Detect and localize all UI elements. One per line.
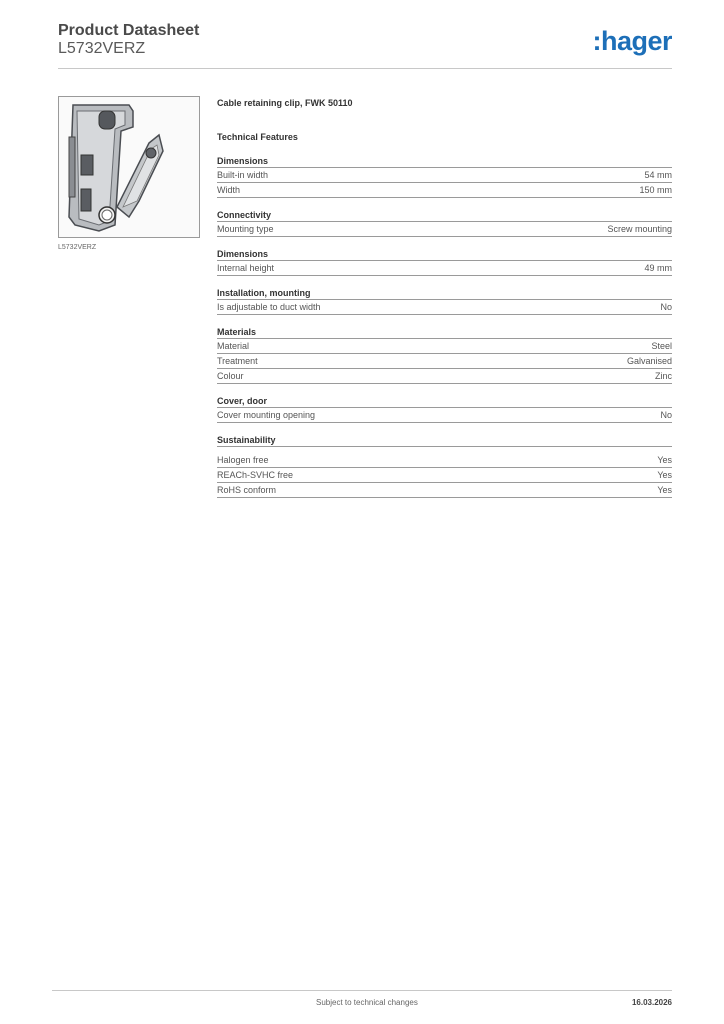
spec-label: REACh-SVHC free — [217, 470, 294, 480]
spec-section — [217, 434, 672, 498]
product-name: Cable retaining clip, FWK 50110 — [217, 98, 353, 108]
technical-features-heading: Technical Features — [217, 132, 298, 142]
section-title: Connectivity — [217, 209, 672, 222]
spec-row — [217, 222, 672, 237]
spec-label: Treatment — [217, 356, 258, 366]
header-divider — [58, 68, 672, 69]
spec-label: Colour — [217, 371, 244, 381]
footer-date: 16.03.2026 — [631, 998, 672, 1007]
section-title: Cover, door — [217, 395, 672, 408]
spec-row — [217, 354, 672, 369]
spec-label: Internal height — [217, 263, 275, 273]
spec-row — [217, 261, 672, 276]
hager-logo — [552, 24, 672, 58]
product-code: L5732VERZ — [58, 40, 146, 57]
spec-section — [217, 326, 672, 384]
cable-clip-illustration — [59, 97, 199, 237]
spec-label: Cover mounting opening — [217, 410, 316, 420]
footer-divider — [52, 990, 672, 991]
spec-label: Built-in width — [217, 170, 269, 180]
spec-row — [217, 183, 672, 198]
spec-label: Material — [217, 341, 250, 351]
page-header — [58, 20, 672, 70]
spec-value: Galvanised — [626, 356, 672, 366]
section-title: Dimensions — [217, 155, 672, 168]
section-title: Dimensions — [217, 248, 672, 261]
spec-row — [217, 453, 672, 468]
spec-label: Mounting type — [217, 224, 274, 234]
logo-text: :hager — [592, 26, 672, 56]
spec-row — [217, 300, 672, 315]
spec-label: Halogen free — [217, 455, 269, 465]
section-title: Sustainability — [217, 434, 672, 447]
product-image — [58, 96, 200, 238]
spec-label: RoHS conform — [217, 485, 277, 495]
spec-section — [217, 155, 672, 198]
spec-value: Steel — [651, 341, 672, 351]
spec-value: Yes — [657, 485, 672, 495]
spec-section — [217, 248, 672, 276]
spec-row — [217, 168, 672, 183]
spec-content — [217, 96, 672, 498]
spec-value: No — [660, 410, 672, 420]
spec-value: Yes — [657, 455, 672, 465]
spec-section — [217, 287, 672, 315]
spec-section — [217, 395, 672, 423]
spec-label: Width — [217, 185, 241, 195]
spec-row — [217, 369, 672, 384]
footer-note: Subject to technical changes — [316, 998, 418, 1007]
spec-value: Screw mounting — [607, 224, 672, 234]
spec-value: No — [660, 302, 672, 312]
spec-value: 54 mm — [644, 170, 672, 180]
image-caption: L5732VERZ — [58, 244, 97, 251]
section-title: Installation, mounting — [217, 287, 672, 300]
spec-label: Is adjustable to duct width — [217, 302, 321, 312]
spec-row — [217, 408, 672, 423]
spec-value: 49 mm — [644, 263, 672, 273]
spec-row — [217, 483, 672, 498]
spec-value: 150 mm — [639, 185, 672, 195]
spec-value: Yes — [657, 470, 672, 480]
spec-row — [217, 339, 672, 354]
document-title: Product Datasheet — [58, 22, 200, 39]
spec-section — [217, 209, 672, 237]
spec-row — [217, 468, 672, 483]
spec-value: Zinc — [654, 371, 672, 381]
section-title: Materials — [217, 326, 672, 339]
